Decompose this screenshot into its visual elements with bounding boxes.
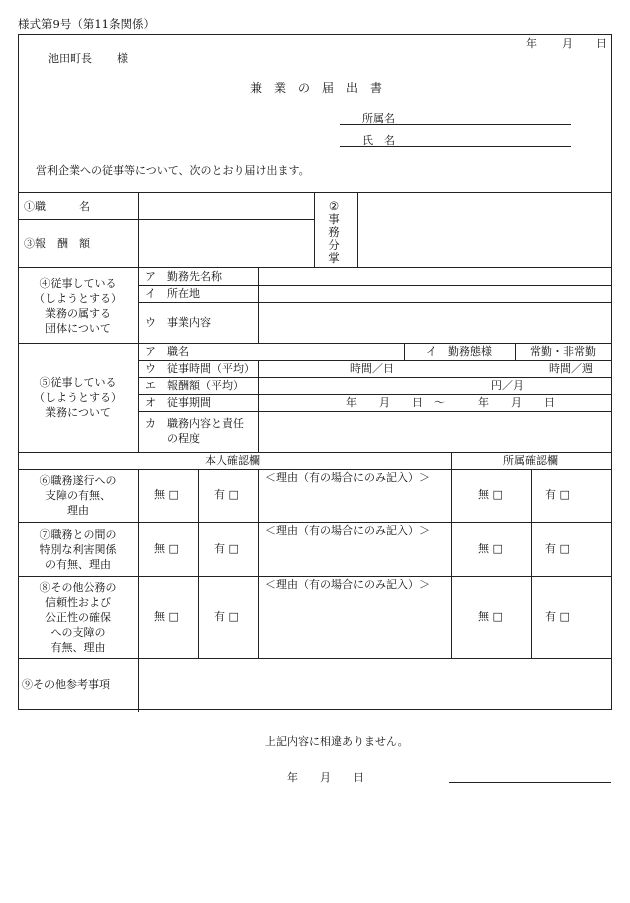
employment-type-options[interactable]: 常勤・非常勤 [530, 345, 596, 358]
form-number: 様式第9号（第11条関係） [18, 17, 155, 31]
hours-per-week-unit: 時間／週 [549, 362, 593, 375]
q6-dept-yes-checkbox[interactable]: 有 □ [545, 488, 570, 501]
divider [258, 267, 259, 343]
position-label: ア 職名 [145, 345, 189, 358]
footer-date: 年 月 日 [287, 771, 364, 784]
date-year-label: 年 [526, 37, 537, 50]
employer-name-label: ア 勤務先名称 [145, 270, 222, 283]
divider [138, 285, 612, 286]
date-month-label: 月 [562, 37, 573, 50]
q8-self-yes-checkbox[interactable]: 有 □ [214, 610, 239, 623]
period-range: 年 月 日 〜 年 月 日 [346, 396, 555, 409]
divider [138, 192, 139, 267]
business-content-label: ウ 事業内容 [145, 316, 211, 329]
divider [258, 469, 259, 658]
duties-responsibility-label-2: の程度 [167, 432, 200, 445]
date-day-label: 日 [596, 37, 607, 50]
self-confirm-header: 本人確認欄 [205, 454, 260, 467]
q6-reason-field[interactable]: ＜理由（有の場合にのみ記入）＞ [265, 471, 430, 484]
honorific: 様 [117, 52, 128, 65]
q7-reason-field[interactable]: ＜理由（有の場合にのみ記入）＞ [265, 524, 430, 537]
q7-dept-no-checkbox[interactable]: 無 □ [478, 542, 503, 555]
location-label: イ 所在地 [145, 287, 200, 300]
divider [18, 219, 314, 220]
applicant-name-label: 氏 名 [362, 134, 395, 147]
organization-section-label: ④従事している （しようとする） 業務の属する 団体について [34, 277, 122, 335]
divider [138, 267, 139, 452]
divider [18, 522, 612, 523]
remuneration-label: ③報 酬 額 [24, 237, 90, 250]
declaration-text: 上記内容に相違ありません。 [265, 735, 409, 748]
q6-self-no-checkbox[interactable]: 無 □ [154, 488, 179, 501]
divider [198, 469, 199, 658]
department-label: 所属名 [362, 112, 395, 125]
duties-responsibility-label: カ 職務内容と責任 [145, 417, 244, 430]
divider [531, 469, 532, 658]
intro-text: 営利企業への従事等について、次のとおり届け出ます。 [36, 164, 310, 177]
q6-self-yes-checkbox[interactable]: 有 □ [214, 488, 239, 501]
form-title: 兼 業 の 届 出 書 [250, 81, 383, 95]
department-field[interactable] [340, 124, 571, 125]
divider [18, 469, 612, 470]
q9-label: ⑨その他参考事項 [22, 678, 110, 691]
divider [515, 343, 516, 360]
divider [18, 452, 612, 453]
employment-type-label: イ 勤務態様 [426, 345, 492, 358]
q6-label: ⑥職務遂行への 支障の有無、 理由 [39, 474, 117, 517]
pay-label: エ 報酬額（平均） [145, 379, 244, 392]
divider [258, 360, 259, 452]
q8-self-no-checkbox[interactable]: 無 □ [154, 610, 179, 623]
addressee: 池田町長 [48, 52, 92, 65]
divider [138, 377, 612, 378]
divider [314, 192, 315, 267]
hours-per-day-unit: 時間／日 [350, 362, 394, 375]
divider [138, 469, 139, 712]
divider [18, 576, 612, 577]
divider [18, 343, 612, 344]
divider [18, 267, 612, 268]
applicant-name-field[interactable] [340, 146, 571, 147]
q7-self-no-checkbox[interactable]: 無 □ [154, 542, 179, 555]
q7-self-yes-checkbox[interactable]: 有 □ [214, 542, 239, 555]
period-label: オ 従事期間 [145, 396, 211, 409]
yen-per-month-unit: 円／月 [491, 379, 524, 392]
q8-dept-no-checkbox[interactable]: 無 □ [478, 610, 503, 623]
working-hours-label: ウ 従事時間（平均） [145, 362, 255, 375]
divider [138, 302, 612, 303]
work-section-label: ⑤従事している （しようとする） 業務について [34, 376, 122, 419]
job-title-label: ①職 名 [24, 200, 90, 213]
divider [138, 360, 612, 361]
divider [18, 658, 612, 659]
divider [138, 394, 612, 395]
signature-line[interactable] [449, 782, 611, 783]
q8-reason-field[interactable]: ＜理由（有の場合にのみ記入）＞ [265, 578, 430, 591]
q7-dept-yes-checkbox[interactable]: 有 □ [545, 542, 570, 555]
dept-confirm-header: 所属確認欄 [503, 454, 558, 467]
divider [18, 192, 612, 193]
q7-label: ⑦職務との間の 特別な利害関係 の有無、理由 [39, 528, 117, 571]
q6-dept-no-checkbox[interactable]: 無 □ [478, 488, 503, 501]
duties-label: ② 事 務 分 掌 [328, 199, 340, 265]
divider [357, 192, 358, 267]
divider [451, 452, 452, 658]
q8-dept-yes-checkbox[interactable]: 有 □ [545, 610, 570, 623]
divider [138, 411, 612, 412]
q8-label: ⑧その他公務の 信頼性および 公正性の確保 への支障の 有無、理由 [39, 581, 117, 654]
divider [404, 343, 405, 360]
